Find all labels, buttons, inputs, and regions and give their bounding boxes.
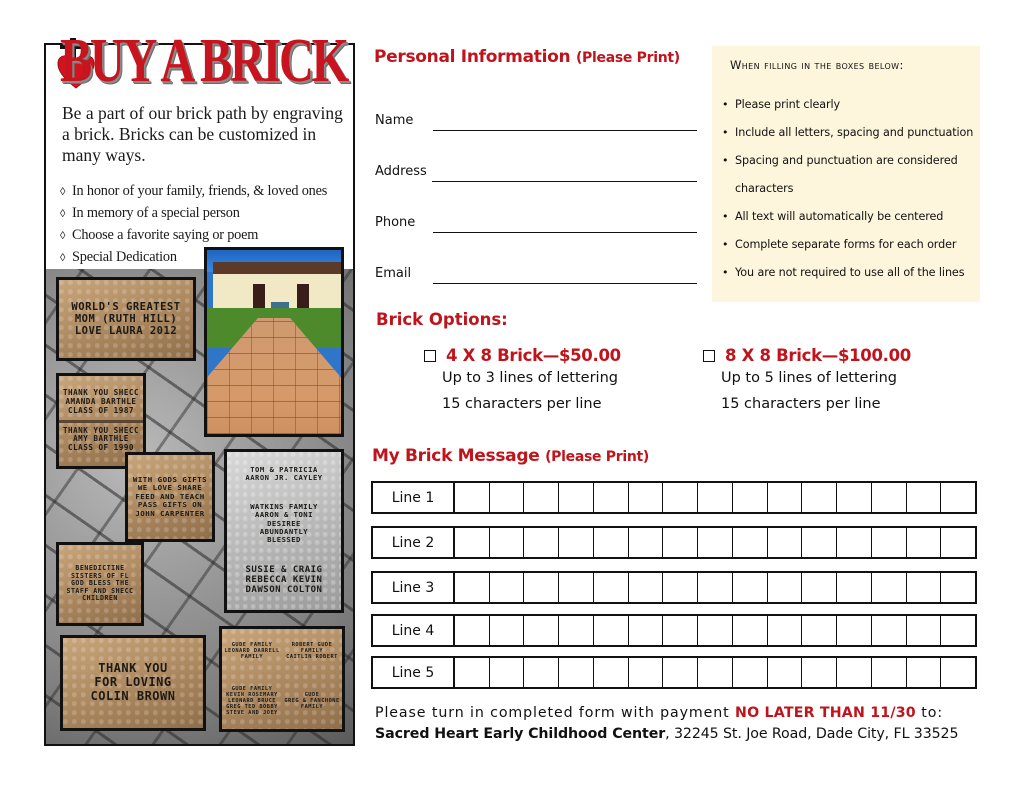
option-lines-text: Up to 3 lines of lettering (442, 370, 618, 386)
list-item-text: In honor of your family, friends, & loved ones (72, 183, 328, 199)
heading-text: My Brick Message (372, 446, 540, 466)
brick-joint (59, 420, 143, 423)
character-box[interactable] (941, 483, 975, 512)
character-box[interactable] (524, 658, 559, 687)
engraved-brick (223, 686, 281, 716)
character-box[interactable] (802, 483, 837, 512)
instructions-box (712, 46, 980, 302)
list-item-text: Please print clearly (735, 98, 841, 111)
phone-input[interactable] (433, 232, 697, 233)
character-box[interactable] (455, 616, 490, 645)
character-box[interactable] (455, 528, 490, 557)
engraving-line: BLESSED (267, 535, 301, 545)
email-field (375, 266, 697, 288)
engraving-line: PASS GIFTS ON (137, 500, 203, 510)
engraving-line: TOM & PATRICIA (250, 465, 318, 475)
phone-label: Phone (375, 215, 416, 230)
character-box[interactable] (594, 616, 629, 645)
engraving-line: FAMILY (300, 647, 324, 654)
engraving-line: LEONARD DARRELL (224, 647, 280, 654)
name-label: Name (375, 113, 414, 128)
engraving-line: DESIREE (267, 518, 301, 528)
brick-message-heading (372, 446, 649, 466)
engraving-line: DAWSON COLTON (245, 585, 323, 596)
engraving-line: WE LOVE SHARE (137, 483, 203, 493)
list-item (722, 259, 980, 287)
bullet-icon: • (722, 238, 729, 251)
engraved-brick (245, 466, 322, 483)
engraving-line: STEVE AND JOEY (226, 710, 278, 717)
character-box[interactable] (663, 528, 698, 557)
engraving-line: REBECCA KEVIN (245, 575, 323, 586)
character-box[interactable] (733, 528, 768, 557)
message-line-label: Line 3 (373, 573, 455, 602)
character-box[interactable] (768, 528, 803, 557)
organization-name: Sacred Heart Early Childhood Center (375, 726, 666, 742)
character-box[interactable] (629, 483, 664, 512)
character-box[interactable] (768, 483, 803, 512)
engraving-line: GOD BLESS THE (70, 579, 130, 588)
character-box[interactable] (698, 658, 733, 687)
option-header (703, 346, 911, 365)
engraved-brick (223, 642, 281, 660)
engraving-line: BENEDICTINE (75, 564, 125, 573)
buy-a-brick-logo-title: BUY A BRICK (60, 27, 347, 95)
phone-field (375, 215, 697, 237)
character-box[interactable] (802, 616, 837, 645)
list-item-continuation (722, 175, 980, 203)
engraving-line: ROBERT GUDE (291, 641, 333, 648)
message-line-row (371, 571, 977, 604)
message-line-label: Line 1 (373, 483, 455, 512)
heading-subtitle: (Please Print) (545, 449, 650, 465)
engraving-line: THANK YOU SHECC (62, 388, 140, 398)
character-box[interactable] (490, 658, 525, 687)
engraving-line: GUDE FAMILY (231, 641, 273, 648)
character-box[interactable] (837, 658, 872, 687)
instructions-heading: When filling in the boxes below: (730, 58, 904, 72)
list-item (722, 119, 980, 147)
character-box[interactable] (941, 573, 975, 602)
door (253, 284, 265, 308)
character-box[interactable] (802, 573, 837, 602)
intro-text: Be a part of our brick path by engraving a brick. Bricks can be customized in many ways. (62, 103, 343, 165)
option-header (424, 346, 621, 365)
engraved-brick (283, 642, 341, 660)
engraving-line: AMANDA BARTHLE (65, 397, 137, 407)
engraving-line: WITH GODS GIFTS (132, 474, 208, 484)
photo-brick-gods-gifts (125, 452, 215, 542)
character-box[interactable] (629, 528, 664, 557)
message-line-label: Line 2 (373, 528, 455, 557)
list-item-text: Include all letters, spacing and punctuation (735, 126, 974, 139)
personal-info-heading (374, 47, 680, 67)
message-line-label: Line 5 (373, 658, 455, 687)
diamond-bullet-icon: ◊ (60, 230, 66, 242)
footer-text: to: (915, 705, 944, 721)
deadline-text: NO LATER THAN 11/30 (735, 705, 916, 721)
photo-brick-gude-family (219, 626, 345, 732)
character-box[interactable] (559, 528, 594, 557)
character-box[interactable] (802, 658, 837, 687)
character-box[interactable] (837, 616, 872, 645)
list-item (722, 203, 980, 231)
engraving-line: GREG TED BOBBY (226, 704, 278, 710)
engraved-brick (283, 692, 341, 710)
option-4x8-checkbox[interactable] (424, 350, 436, 362)
option-label: 4 X 8 Brick—$50.00 (446, 346, 621, 365)
character-box[interactable] (872, 616, 907, 645)
character-box[interactable] (594, 483, 629, 512)
character-box[interactable] (907, 616, 942, 645)
photo-brick-worlds-greatest (56, 277, 196, 361)
name-input[interactable] (433, 130, 697, 131)
bullet-icon: • (722, 126, 729, 139)
character-box[interactable] (455, 483, 490, 512)
character-box[interactable] (629, 658, 664, 687)
character-box[interactable] (490, 528, 525, 557)
bullet-icon: • (722, 210, 729, 223)
list-item-text: In memory of a special person (72, 205, 240, 221)
character-box[interactable] (594, 658, 629, 687)
character-box[interactable] (663, 483, 698, 512)
footer-text: Please turn in completed form with payment (375, 705, 736, 721)
engraving-line: LOVE LAURA 2012 (74, 325, 178, 338)
flyer-panel (44, 43, 355, 746)
character-box[interactable] (941, 658, 975, 687)
footer-line-1 (375, 703, 958, 724)
name-field (375, 113, 697, 135)
character-box[interactable] (594, 528, 629, 557)
character-box[interactable] (629, 616, 664, 645)
engraving-line: GREG & FANCHONE (284, 697, 340, 704)
character-box[interactable] (455, 658, 490, 687)
character-box[interactable] (524, 483, 559, 512)
message-line-row (371, 614, 977, 647)
character-box[interactable] (907, 528, 942, 557)
engraving-line: FOR LOVING (94, 675, 172, 690)
engraving-line: WATKINS FAMILY (250, 502, 318, 512)
list-item (722, 91, 980, 119)
character-box[interactable] (907, 573, 942, 602)
brick-photo-collage (46, 269, 353, 744)
photo-brick-gray-family (224, 449, 344, 613)
instructions-list (722, 91, 980, 287)
heading-text: Personal Information (374, 47, 571, 67)
diamond-bullet-icon: ◊ (60, 186, 66, 198)
address-field (375, 164, 697, 186)
engraved-brick (250, 503, 318, 544)
engraving-line: CLASS OF 1990 (68, 442, 134, 452)
footer-line-2 (375, 724, 958, 745)
engraving-line: CAITLIN ROBERT (286, 654, 338, 660)
engraving-line: FAMILY (300, 704, 324, 710)
photo-brick-path-house (204, 247, 344, 437)
address-input[interactable] (432, 181, 697, 182)
character-box[interactable] (559, 658, 594, 687)
character-box[interactable] (733, 573, 768, 602)
character-box[interactable] (663, 573, 698, 602)
character-box[interactable] (559, 616, 594, 645)
engraving-line: AARON JR. CAYLEY (245, 473, 323, 483)
engraving-line: GUDE (304, 691, 320, 698)
engraving-line: SISTERS OF FL (70, 571, 130, 580)
engraving-line: AARON & TONI (255, 510, 313, 520)
list-item-text: Complete separate forms for each order (735, 238, 957, 251)
email-input[interactable] (433, 283, 697, 284)
character-box[interactable] (698, 483, 733, 512)
character-box[interactable] (524, 528, 559, 557)
engraving-line: ABUNDANTLY (259, 526, 309, 536)
character-box[interactable] (594, 573, 629, 602)
character-box[interactable] (768, 573, 803, 602)
engraving-line: CHILDREN (82, 594, 118, 603)
list-item (722, 231, 980, 259)
engraving-line: FAMILY (240, 654, 264, 660)
character-box[interactable] (907, 658, 942, 687)
character-box[interactable] (872, 658, 907, 687)
character-box[interactable] (559, 483, 594, 512)
list-item-text: Spacing and punctuation are considered (735, 154, 958, 167)
character-box[interactable] (872, 573, 907, 602)
option-label: 8 X 8 Brick—$100.00 (725, 346, 911, 365)
message-line-row (371, 526, 977, 559)
list-item-text: Special Dedication (72, 249, 177, 265)
engraving-line: CLASS OF 1987 (68, 405, 134, 415)
photo-brick-benedictine (56, 542, 144, 626)
list-item (722, 147, 980, 175)
message-line-row (371, 481, 977, 514)
character-box[interactable] (802, 528, 837, 557)
character-box[interactable] (872, 528, 907, 557)
character-box[interactable] (837, 528, 872, 557)
character-box[interactable] (768, 616, 803, 645)
option-4x8-brick (424, 346, 621, 417)
door (297, 284, 309, 308)
character-box[interactable] (837, 483, 872, 512)
diamond-bullet-icon: ◊ (60, 208, 66, 220)
character-box[interactable] (559, 573, 594, 602)
address-label: Address (375, 164, 427, 179)
bullet-icon: • (722, 266, 729, 279)
character-box[interactable] (524, 573, 559, 602)
brick-options-heading: Brick Options: (376, 310, 508, 329)
character-box[interactable] (629, 573, 664, 602)
email-label: Email (375, 266, 412, 281)
character-box[interactable] (455, 573, 490, 602)
character-box[interactable] (768, 658, 803, 687)
photo-brick-colin-brown (60, 635, 206, 731)
character-box[interactable] (941, 616, 975, 645)
list-item-text: Choose a favorite saying or poem (72, 227, 259, 243)
character-box[interactable] (698, 616, 733, 645)
list-item-text: characters (735, 182, 794, 195)
option-8x8-checkbox[interactable] (703, 350, 715, 362)
list-item (60, 181, 354, 203)
engraving-line: FEED AND TEACH (135, 491, 205, 501)
engraving-line: AMY BARTHLE (73, 434, 129, 444)
character-box[interactable] (907, 483, 942, 512)
list-item-text: You are not required to use all of the lines (735, 266, 965, 279)
character-box[interactable] (663, 658, 698, 687)
engraved-brick (246, 565, 323, 596)
option-8x8-brick (703, 346, 911, 417)
option-chars-text: 15 characters per line (721, 396, 881, 412)
submission-footer (375, 703, 958, 745)
character-box[interactable] (663, 616, 698, 645)
character-box[interactable] (698, 528, 733, 557)
organization-address: , 32245 St. Joe Road, Dade City, FL 33525 (665, 726, 959, 742)
option-lines-text: Up to 5 lines of lettering (721, 370, 897, 386)
character-box[interactable] (837, 573, 872, 602)
character-box[interactable] (733, 483, 768, 512)
character-box[interactable] (941, 528, 975, 557)
engraving-line: COLIN BROWN (90, 688, 176, 703)
list-item (60, 203, 354, 225)
diamond-bullet-icon: ◊ (60, 252, 66, 264)
message-line-row (371, 656, 977, 689)
engraving-line: LEONARD BRUCE (228, 697, 276, 704)
heading-subtitle: (Please Print) (575, 50, 680, 66)
engraving-line: MOM (RUTH HILL) (74, 312, 178, 325)
character-box[interactable] (733, 616, 768, 645)
engraving-line: STAFF AND SHECC (66, 586, 134, 595)
engraving-line: SUSIE & CRAIG (245, 564, 323, 575)
option-chars-text: 15 characters per line (442, 396, 602, 412)
character-box[interactable] (490, 483, 525, 512)
engraving-line: WORLD'S GREATEST (71, 300, 181, 313)
list-item (60, 225, 354, 247)
character-box[interactable] (490, 573, 525, 602)
bullet-icon: • (722, 98, 729, 111)
character-box[interactable] (733, 658, 768, 687)
engraving-line: THANK YOU (98, 661, 168, 676)
character-box[interactable] (490, 616, 525, 645)
bullet-icon: • (722, 154, 729, 167)
character-box[interactable] (524, 616, 559, 645)
character-box[interactable] (698, 573, 733, 602)
message-line-label: Line 4 (373, 616, 455, 645)
engraving-line: JOHN CARPENTER (135, 508, 205, 518)
list-item-text: All text will automatically be centered (735, 210, 944, 223)
engraving-line: GUDE FAMILY (231, 685, 273, 692)
character-box[interactable] (872, 483, 907, 512)
engraving-line: KEVIN ROSEMARY (226, 691, 278, 698)
engraving-line: THANK YOU SHECC (62, 425, 140, 435)
